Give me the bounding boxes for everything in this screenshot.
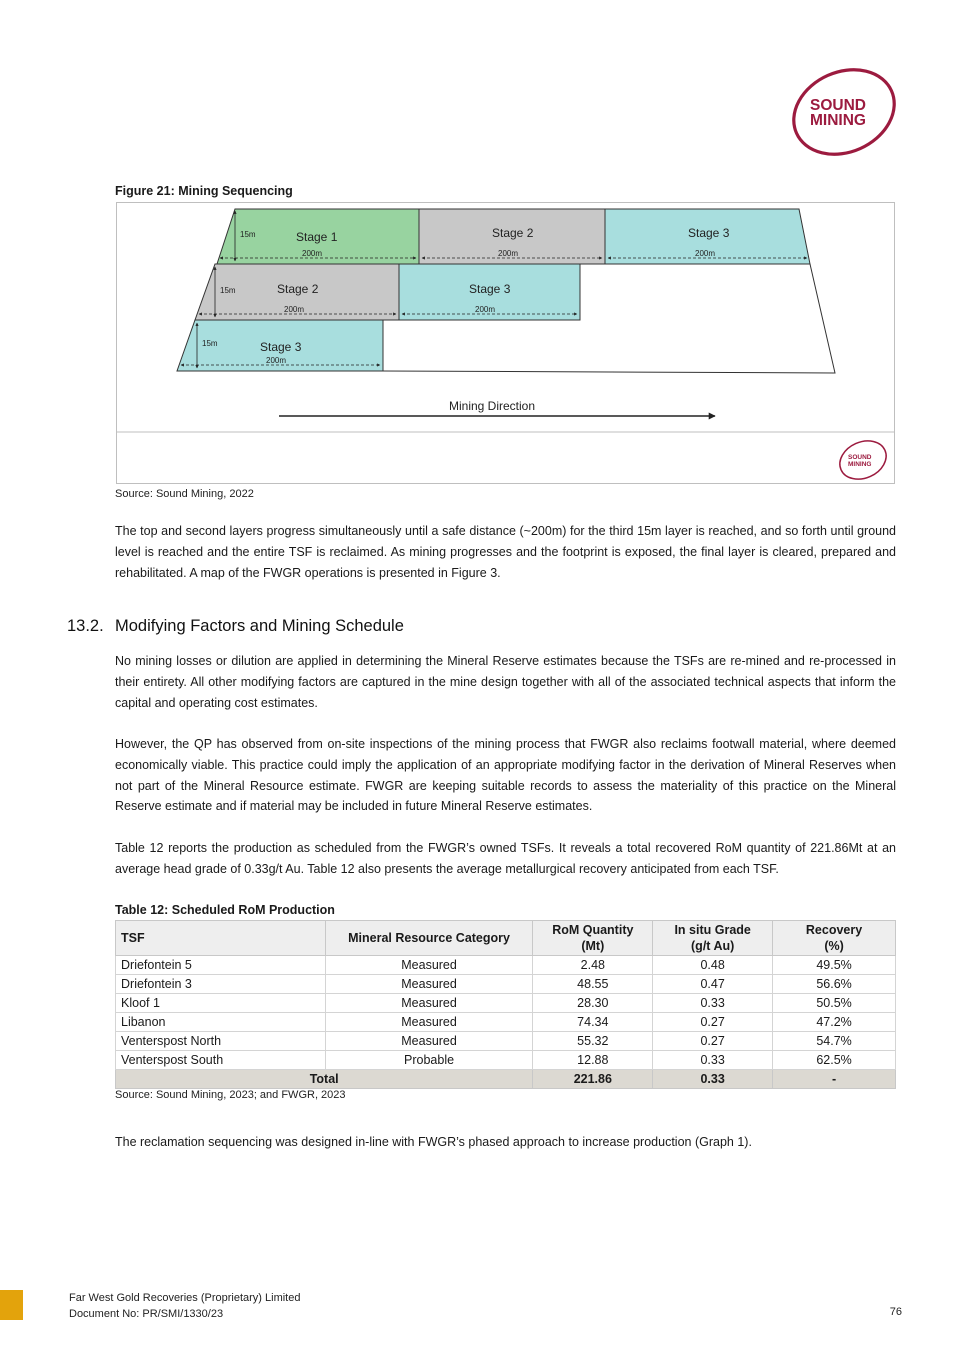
cell-quantity: 74.34 xyxy=(533,1013,653,1032)
figure-caption: Figure 21: Mining Sequencing xyxy=(115,184,293,198)
section-number: 13.2. xyxy=(67,617,104,635)
header-quantity-line1: RoM Quantity xyxy=(552,923,634,937)
cell-tsf: Driefontein 5 xyxy=(116,956,326,975)
cell-quantity: 48.55 xyxy=(533,975,653,994)
table-row xyxy=(116,1013,896,1032)
mining-direction-label: Mining Direction xyxy=(449,399,536,413)
cell-tsf: Driefontein 3 xyxy=(116,975,326,994)
table-source: Source: Sound Mining, 2023; and FWGR, 2023 xyxy=(115,1089,346,1101)
cell-tsf: Venterspost North xyxy=(116,1032,326,1051)
header-grade xyxy=(653,921,773,956)
total-grade: 0.33 xyxy=(653,1070,773,1089)
cell-category: Measured xyxy=(325,1013,533,1032)
r1-s2-width-label: 200m xyxy=(498,249,519,258)
table-row xyxy=(116,975,896,994)
cell-quantity: 12.88 xyxy=(533,1051,653,1070)
cell-category: Measured xyxy=(325,956,533,975)
cell-category: Probable xyxy=(325,1051,533,1070)
cell-recovery: 62.5% xyxy=(773,1051,896,1070)
header-recovery xyxy=(773,921,896,956)
rom-production-table xyxy=(115,920,896,1089)
cell-grade: 0.27 xyxy=(653,1032,773,1051)
header-category: Mineral Resource Category xyxy=(325,921,533,956)
r3-stage3-label: Stage 3 xyxy=(260,340,302,354)
cell-tsf: Libanon xyxy=(116,1013,326,1032)
mining-sequencing-diagram xyxy=(117,203,894,483)
cell-recovery: 50.5% xyxy=(773,994,896,1013)
table-header-row xyxy=(116,921,896,956)
footer-accent-bar xyxy=(0,1290,23,1320)
total-recovery: - xyxy=(773,1070,896,1089)
figure-logo xyxy=(834,434,892,483)
section-title: Modifying Factors and Mining Schedule xyxy=(115,617,404,635)
table-row xyxy=(116,956,896,975)
page-number: 76 xyxy=(889,1306,902,1318)
table-caption: Table 12: Scheduled RoM Production xyxy=(115,903,335,917)
table-row xyxy=(116,1032,896,1051)
cell-recovery: 54.7% xyxy=(773,1032,896,1051)
height-label-r1: 15m xyxy=(240,230,256,239)
cell-category: Measured xyxy=(325,1032,533,1051)
height-label-r2: 15m xyxy=(220,286,236,295)
cell-quantity: 28.30 xyxy=(533,994,653,1013)
cell-category: Measured xyxy=(325,994,533,1013)
cell-grade: 0.33 xyxy=(653,994,773,1013)
footer-text xyxy=(69,1291,300,1322)
height-label-r3: 15m xyxy=(202,339,218,348)
figure-logo-mining: MINING xyxy=(848,461,872,468)
cell-recovery: 56.6% xyxy=(773,975,896,994)
cell-grade: 0.47 xyxy=(653,975,773,994)
r3-s3-width-label: 200m xyxy=(266,356,287,365)
figure-logo-sound: SOUND xyxy=(848,454,872,461)
header-recovery-line2: (%) xyxy=(824,939,844,953)
table-row xyxy=(116,1051,896,1070)
r1-s1-width-label: 200m xyxy=(302,249,323,258)
header-grade-line1: In situ Grade xyxy=(674,923,751,937)
table-total-row xyxy=(116,1070,896,1089)
header-grade-line2: (g/t Au) xyxy=(691,939,735,953)
cell-category: Measured xyxy=(325,975,533,994)
sound-mining-logo xyxy=(786,66,902,158)
cell-grade: 0.27 xyxy=(653,1013,773,1032)
paragraph-5: The reclamation sequencing was designed in-line with FWGR’s phased approach to increase production (Graph 1). xyxy=(115,1135,752,1149)
cell-recovery: 47.2% xyxy=(773,1013,896,1032)
r1-s3-width-label: 200m xyxy=(695,249,716,258)
r2-s3-width-label: 200m xyxy=(475,305,496,314)
header-quantity-line2: (Mt) xyxy=(581,939,605,953)
section-heading xyxy=(67,617,404,636)
paragraph-4: Table 12 reports the production as scheduled from the FWGR’s owned TSFs. It reveals a total recovered RoM quantity of 221.86Mt at an average head grade of 0.33g/t Au. Table 12 also presents the average metallurgical recovery anticipated from each TSF. xyxy=(115,841,896,876)
table-row xyxy=(116,994,896,1013)
paragraph-2: No mining losses or dilution are applied in determining the Mineral Reserve estimates because the TSFs are re-mined and re-processed in their entirety. All other modifying factors are captured in the mine design together with all of the associated technical aspects that inform the capital and operating cost estimates. xyxy=(115,654,896,710)
cell-quantity: 55.32 xyxy=(533,1032,653,1051)
cell-quantity: 2.48 xyxy=(533,956,653,975)
r1-stage3-label: Stage 3 xyxy=(688,226,730,240)
cell-tsf: Kloof 1 xyxy=(116,994,326,1013)
r1-stage1-label: Stage 1 xyxy=(296,230,338,244)
header-quantity xyxy=(533,921,653,956)
cell-recovery: 49.5% xyxy=(773,956,896,975)
r2-stage2-label: Stage 2 xyxy=(277,282,319,296)
r2-stage3-label: Stage 3 xyxy=(469,282,511,296)
total-quantity: 221.86 xyxy=(533,1070,653,1089)
header-recovery-line1: Recovery xyxy=(805,923,863,937)
footer-company: Far West Gold Recoveries (Proprietary) Limited xyxy=(69,1292,301,1304)
r2-s2-width-label: 200m xyxy=(284,305,305,314)
footer-document-number: Document No: PR/SMI/1330/23 xyxy=(69,1307,224,1320)
logo-text-sound: SOUND xyxy=(810,97,866,114)
mining-sequencing-figure xyxy=(116,202,895,484)
figure-source: Source: Sound Mining, 2022 xyxy=(115,488,254,500)
paragraph-1: The top and second layers progress simultaneously until a safe distance (~200m) for the third 15m layer is reached, and so forth until ground level is reached and the entire TSF is reclaimed. As mining progresses and the footprint is exposed, the final layer is cleared, prepared and rehabilitated. A map of the FWGR operations is presented in Figure 3. xyxy=(115,524,896,580)
total-label: Total xyxy=(116,1070,533,1089)
header-tsf: TSF xyxy=(116,921,326,956)
cell-tsf: Venterspost South xyxy=(116,1051,326,1070)
logo-text-mining: MINING xyxy=(810,112,866,129)
paragraph-3: However, the QP has observed from on-site inspections of the mining process that FWGR also reclaims footwall material, where deemed economically viable. This practice could imply the application of an appropriate modifying factor in the derivation of Mineral Reserves when not part of the Mineral Resource estimate. FWGR are keeping suitable records to assess the materiality of this practice on the Mineral Reserve estimate and if material may be included in future Mineral Reserve estimates. xyxy=(115,737,896,814)
r1-stage2-label: Stage 2 xyxy=(492,226,534,240)
cell-grade: 0.48 xyxy=(653,956,773,975)
cell-grade: 0.33 xyxy=(653,1051,773,1070)
